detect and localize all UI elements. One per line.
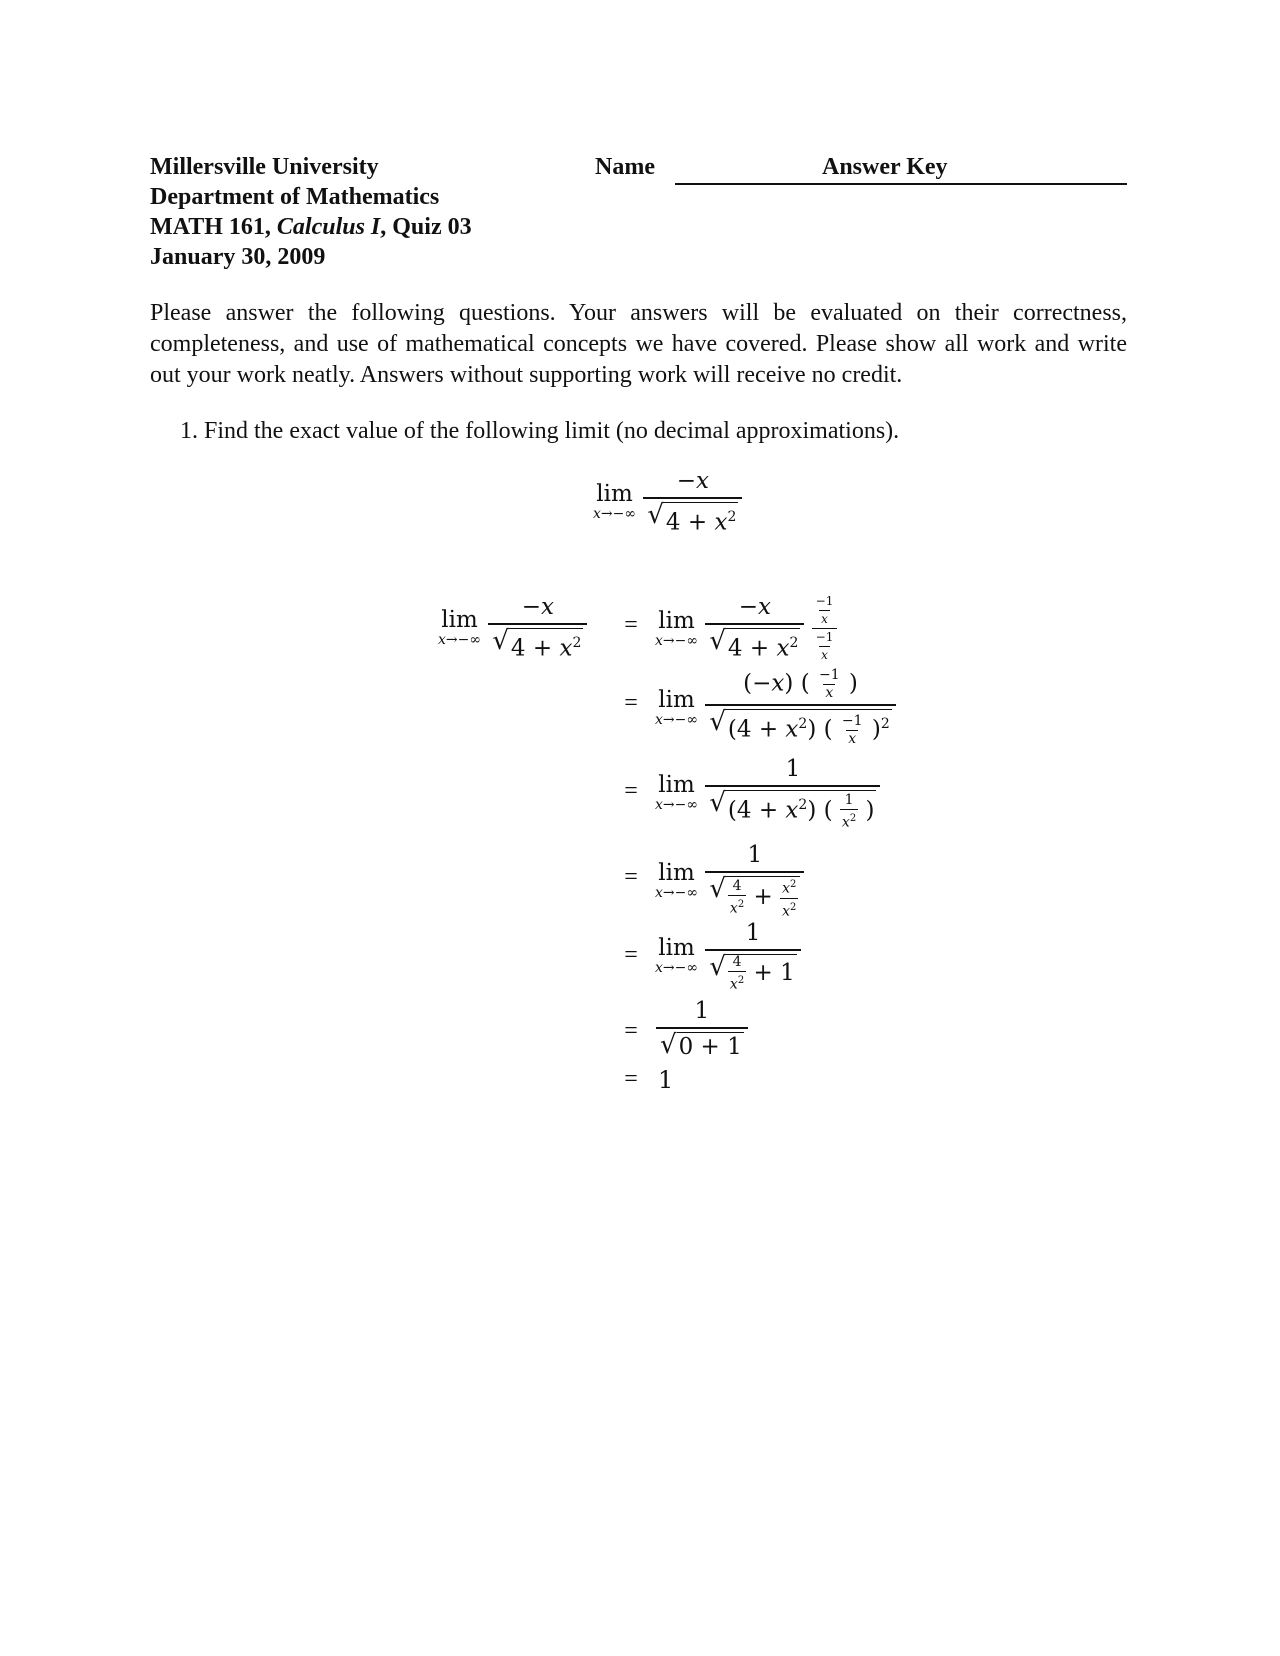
name-field-value: Answer Key — [822, 154, 948, 180]
step-5: lim x→−∞ 1 √ $\frac{4}{x^2}$ + 1 — [655, 920, 801, 993]
university-name: Millersville University — [150, 154, 379, 180]
question-1 — [180, 418, 899, 445]
name-underline — [675, 183, 1127, 185]
equals-sign: = — [624, 690, 638, 716]
equals-sign: = — [624, 1018, 638, 1044]
name-label: Name — [595, 154, 655, 180]
equals-sign: = — [624, 1066, 638, 1092]
quiz-date: January 30, 2009 — [150, 244, 326, 270]
final-answer: 1 — [658, 1066, 674, 1094]
solution-lhs: lim x→−∞ −x √ $4 + x^2$ — [438, 594, 587, 663]
problem-limit: lim x→−∞ −x √ $4 + x^2$ — [593, 468, 742, 537]
course-prefix: MATH 161, — [150, 214, 277, 240]
step-1: lim x→−∞ −x √ $4 + x^2$ $\frac{\frac{-1}{x}}{\frac{-1}{x}}$ — [655, 594, 837, 663]
course-line — [150, 212, 472, 242]
step-4: lim x→−∞ 1 √ $\frac{4}{x^2}$ + $\frac{x^2}{x^2}$ — [655, 842, 804, 919]
course-suffix: , Quiz 03 — [380, 214, 472, 240]
course-title: Calculus I — [276, 214, 381, 240]
department-name: Department of Mathematics — [150, 184, 440, 210]
equals-sign: = — [624, 778, 638, 804]
step-6: 1 √ 0 + 1 — [656, 998, 748, 1061]
step-3: lim x→−∞ 1 √ $(4 + x^2)$ ( $\frac{1}{x^2}$ ) — [655, 756, 880, 830]
question-number: 1. — [180, 418, 198, 444]
instructions: Please answer the following questions. Your answers will be evaluated on their correctness, completeness, and use of mathematical concepts we have covered. Please show all work and write out your work neatly. Answers without supporting work will receive no credit. — [150, 300, 1127, 388]
equals-sign: = — [624, 612, 638, 638]
equals-sign: = — [624, 942, 638, 968]
equals-sign: = — [624, 864, 638, 890]
step-2: lim x→−∞ (−x) ( $\frac{-1}{x}$ ) √ $(4 + x^2)$ ( $\frac{-1}{x}$ )$^2$ — [655, 668, 896, 747]
question-text: Find the exact value of the following limit (no decimal approximations). — [204, 418, 900, 444]
